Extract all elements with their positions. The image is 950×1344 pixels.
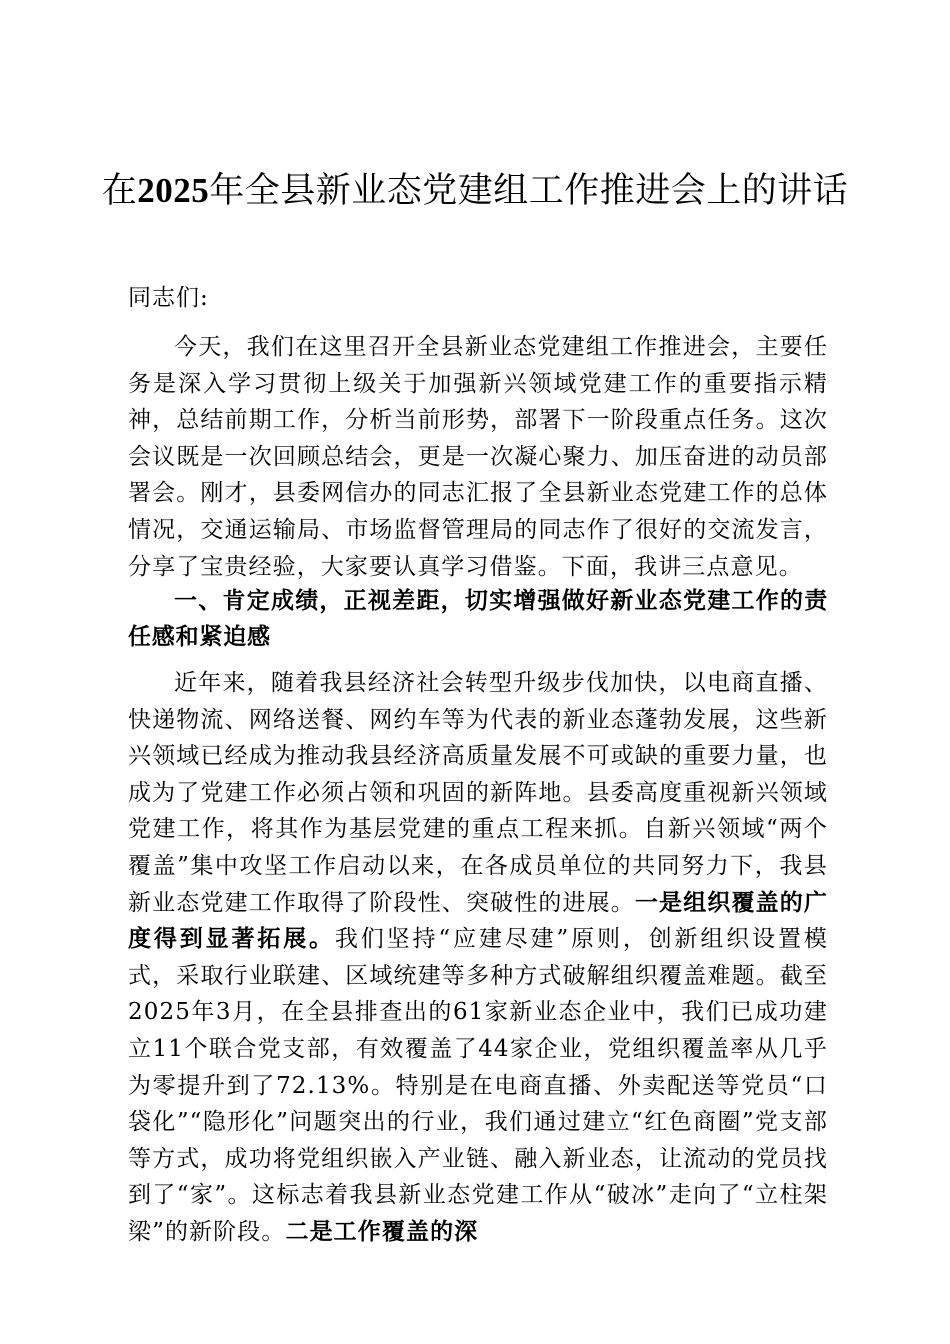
document-title [100,167,850,215]
title-prefix: 在 [101,171,138,211]
title-year: 2025 [137,171,210,210]
bold-point-1: 一是组织覆盖的广度得到显著拓展。 [128,888,828,953]
paragraph-section-1 [128,665,828,1251]
section-heading-1: 一、肯定成绩，正视差距，切实增强做好新业态党建工作的责任感和紧迫感 [128,587,828,650]
paragraph-text: 近年来，随着我县经济社会转型升级步伐加快，以电商直播、快递物流、网络送餐、网约车等为代表的新业态蓬勃发展，这些新兴领域已经成为推动我县经济高质量发展不可或缺的重要力量，也成为了党建工作必须占领和巩固的新阵地。县委高度重视新兴领域党建工作，将其作为基层党建的重点工程来抓。自新兴领域“两个覆盖”集中攻坚工作启动以来，在各成员单位的共同努力下，我县新业态党建工作取得了阶段性、突破性的进展。 [128,670,828,916]
bold-point-2: 二是工作覆盖的深 [285,1217,479,1245]
paragraph-text: 我们坚持“应建尽建”原则，创新组织设置模式，采取行业联建、区域统建等多种方式破解组织覆盖难题。截至2025年3月，在全县排查出的61家新业态企业中，我们已成功建立11个联合党支部，有效覆盖了44家企业，党组织覆盖率从几乎为零提升到了72.13%。特别是在电商直播、外卖配送等党员“口袋化”“隐形化”问题突出的行业，我们通过建立“红色商圈”党支部等方式，成功将党组织嵌入产业链、融入新业态，让流动的党员找到了“家”。这标志着我县新业态党建工作从“破冰”走向了“立柱架梁”的新阶段。 [128,926,828,1245]
greeting: 同志们: [128,285,209,311]
title-suffix: 年全县新业态党建组工作推进会上的讲话 [209,171,849,211]
paragraph-intro: 今天，我们在这里召开全县新业态党建组工作推进会，主要任务是深入学习贯彻上级关于加强新兴领域党建工作的重要指示精神，总结前期工作，分析当前形势，部署下一阶段重点任务。这次会议既是一次回顾总结会，更是一次凝心聚力、加压奋进的动员部署会。刚才，县委网信办的同志汇报了全县新业态党建工作的总体情况，交通运输局、市场监督管理局的同志作了很好的交流发言，分享了宝贵经验，大家要认真学习借鉴。下面，我讲三点意见。 [128,334,828,580]
